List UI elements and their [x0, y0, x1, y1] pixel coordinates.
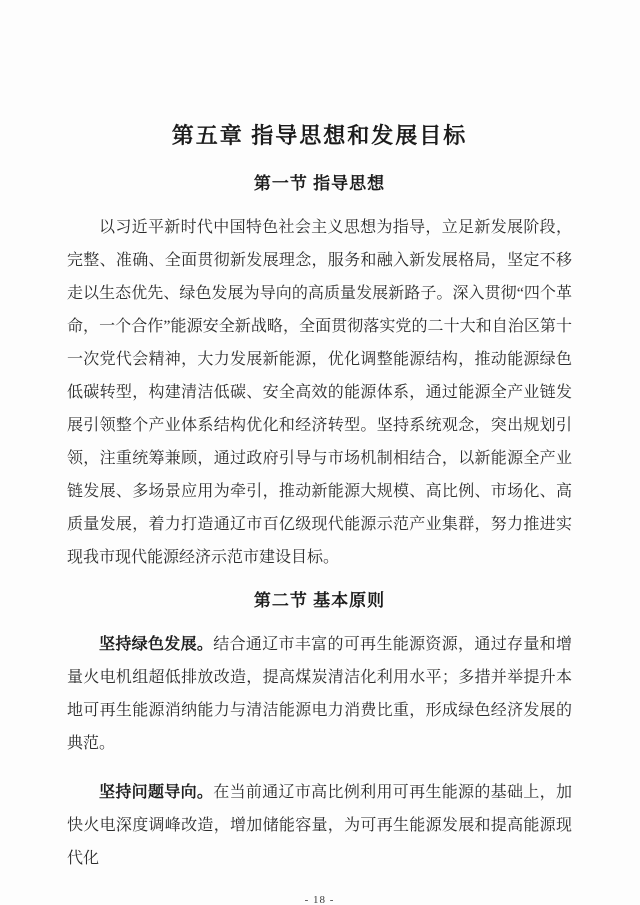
- principle-green-development-text: 结合通辽市丰富的可再生能源资源，通过存量和增量火电机组超低排放改造，提高煤炭清洁化利用水平；多措并举提升本地可再生能源消纳能力与清洁能源电力消费比重，形成绿色经济发展的典范。: [67, 636, 572, 752]
- principle-problem-oriented-lead: 坚持问题导向。: [99, 784, 214, 801]
- principle-green-development-lead: 坚持绿色发展。: [99, 636, 214, 653]
- page-number: - 18 -: [304, 894, 335, 905]
- principle-problem-oriented-text: 在当前通辽市高比例利用可再生能源的基础上，加快火电深度调峰改造，增加储能容量，为可再生能源发展和提高能源现代化: [67, 784, 572, 867]
- principle-green-development: [67, 628, 572, 760]
- principle-problem-oriented: [67, 776, 572, 875]
- chapter-title: 第五章 指导思想和发展目标: [171, 123, 468, 148]
- section-2-heading: 第二节 基本原则: [253, 591, 386, 610]
- section-1-paragraph: 以习近平新时代中国特色社会主义思想为指导，立足新发展阶段，完整、准确、全面贯彻新发展理念，服务和融入新发展格局，坚定不移走以生态优先、绿色发展为导向的高质量发展新路子。深入贯彻“四个革命，一个合作”能源安全新战略，全面贯彻落实党的二十大和自治区第十一次党代会精神，大力发展新能源，优化调整能源结构，推动能源绿色低碳转型，构建清洁低碳、安全高效的能源体系，通过能源全产业链发展引领整个产业体系结构优化和经济转型。坚持系统观念，突出规划引领，注重统筹兼顾，通过政府引导与市场机制相结合，以新能源全产业链发展、多场景应用为牵引，推动新能源大规模、高比例、市场化、高质量发展，着力打造通辽市百亿级现代能源示范产业集群，努力推进实现我市现代能源经济示范市建设目标。: [67, 219, 572, 566]
- section-1-heading: 第一节 指导思想: [253, 174, 386, 193]
